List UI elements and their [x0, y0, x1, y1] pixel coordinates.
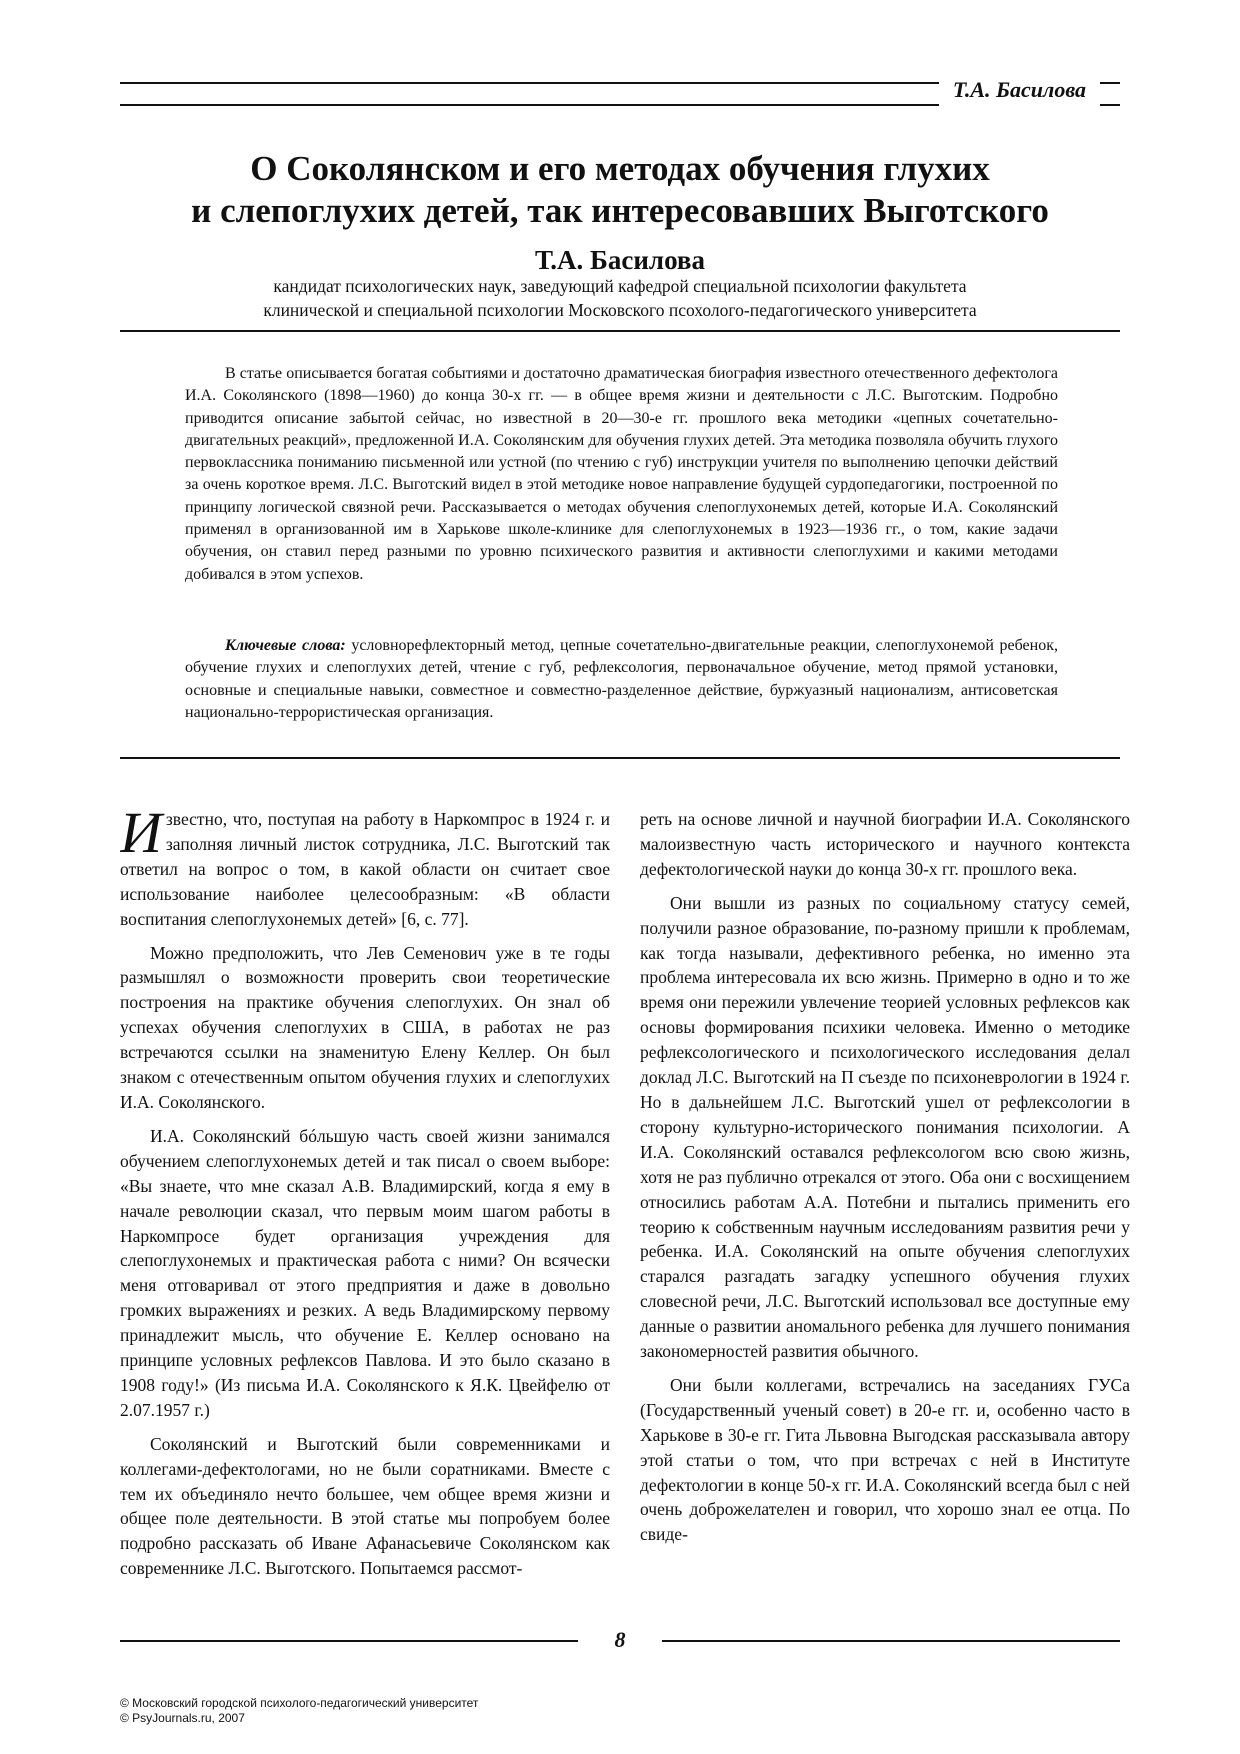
- header-divider: [120, 330, 1120, 332]
- footer-rule-right: [662, 1640, 1120, 1642]
- body-paragraph: Они вышли из разных по социальному статусу семей, получили разное образование, по-разному пришли к проблемам, как тогда называли, дефективного ребенка, но именно эта проблема интересовала их всю жизнь. Примерно в одно и то же время они пережили увлечение теорией условных рефлексов как основы формирования психики человека. Именно о методике рефлексологического и психологического исследования делал доклад Л.С. Выготский на П съезде по психоневрологии в 1924 г. Но в дальнейшем Л.С. Выготский ушел от рефлексологии в сторону культурно-исторического понимания психологии. А И.А. Соколянский оставался рефлексологом всю свою жизнь, хотя не раз публично отрекался от этого. Оба они с восхищением относились работам А.А. Потебни и пытались применить его теорию к собственным научным исследованиям развития речи у ребенка. И.А. Соколянский на опыте обучения слепоглухих старался разгадать загадку успешного обучения глухих словесной речи, Л.С. Выготский использовал все доступные ему данные о развитии аномального ребенка для лучшего понимания закономерностей развития обычного.: [640, 892, 1130, 1362]
- body-paragraph: Они были коллегами, встречались на заседаниях ГУСа (Государственный ученый совет) в 20-е гг. и, особенно часто в Харькове в 30-е гг. Гита Львовна Выгодская рассказывала автору этой статьи о том, что при встречах с ней в Институте дефектологии в конце 50-х гг. И.А. Соколянский всегда был с ней очень доброжелателен и говорил, что хорошо знал ее отца. По свиде-: [640, 1374, 1130, 1545]
- body-paragraph: Можно предположить, что Лев Семенович уже в те годы размышлял о возможности проверить свои теоретические построения на практике обучения слепоглухих. Он знал об успехах обучения слепоглухих в США, в работах не раз встречаются ссылки на знаменитую Елену Келлер. Он был знаком с отечественным опытом обучения глухих и слепоглухих И.А. Соколянского.: [120, 942, 610, 1112]
- article-title-text: О Соколянском и его методах обучения глухих и слепоглухих детей, так интересовавших Выготского: [191, 149, 1049, 230]
- copyright-notice: [120, 1696, 920, 1726]
- body-paragraph: реть на основе личной и научной биографии И.А. Соколянского малоизвестную часть исторического и научного контекста дефектологической науки до конца 30-х гг. прошлого века.: [640, 809, 1130, 879]
- copyright-line: © PsyJournals.ru, 2007: [120, 1711, 245, 1725]
- running-head: [120, 72, 1120, 108]
- body-paragraph: И.А. Соколянский бóльшую часть своей жизни занимался обучением слепоглухонемых детей и так писал о своем выборе: «Вы знаете, что мне сказал А.В. Владимирский, когда я ему в начале революции сказал, что первым моим шагом работы в Наркомпросе будет организация учреждения для слепоглухонемых и практическая работа с ними? Он всячески меня отговаривал от этого предприятия и даже в довольно громких выражениях и резких. А ведь Владимирскому первому принадлежит мысль, что обучение Е. Келлер основано на принципе условных рефлексов Павлова. И это было сказано в 1908 году!» (Из письма И.А. Соколянского к Я.К. Цвейфелю от 2.07.1957 г.): [120, 1125, 610, 1420]
- author-affiliation: кандидат психологических наук, заведующий кафедрой специальной психологии факультета клинической и специальной психологии Московского псохолого-педагогического университета: [263, 276, 977, 320]
- body-column-right: [640, 807, 1130, 1625]
- keywords-text: условнорефлекторный метод, цепные сочетательно-двигательные реакции, слепоглухонемой ребенок, обучение глухих и слепоглухих детей, чтение с губ, рефлексология, первоначальное обучение, метод прямой установки, основные и специальные навыки, совместное и совместно-разделенное действие, буржуазный национализм, антисоветская национально-террористическая организация.: [185, 637, 1058, 721]
- body-paragraph: Соколянский и Выготский были современниками и коллегами-дефектологами, но не были соратниками. Вместе с тем их объединяло нечто большее, чем общее время жизни и общее поле деятельности. В этой статье мы попробуем более подробно рассказать об Иване Афанасьевиче Соколянском как современнике Л.С. Выготского. Попытаемся рассмот-: [120, 1433, 610, 1579]
- page-number: 8: [614, 1627, 626, 1652]
- article-title: [110, 148, 1130, 232]
- body-paragraph-text: звестно, что, поступая на работу в Наркомпрос в 1924 г. и заполняя личный листок сотрудника, Л.С. Выготский так ответил на вопрос о том, в какой области он считает свое использование наиболее целесообразным: «В области воспитания слепоглухонемых детей» [6, с. 77].: [120, 809, 610, 929]
- body-column-left: [120, 807, 610, 1625]
- keywords: [185, 635, 1058, 724]
- author-name: Т.А. Басилова: [534, 245, 705, 275]
- body-paragraph: [120, 807, 610, 932]
- abstract-divider: [120, 757, 1120, 759]
- footer-rule-left: [120, 1640, 578, 1642]
- running-head-author: Т.А. Басилова: [939, 72, 1100, 108]
- drop-cap: И: [120, 807, 162, 865]
- abstract: В статье описывается богатая событиями и достаточно драматическая биография известного отечественного дефектолога И.А. Соколянского (1898—1960) до конца 30-х гг. — в общее время жизни и деятельности с Л.С. Выготским. Подробно приводится описание забытой сейчас, но известной в 20—30-е гг. прошлого века методики «цепных сочетательно-двигательных реакций», предложенной И.А. Соколянским для обучения глухих детей. Эта методика позволяла обучить глухого первоклассника пониманию письменной или устной (по чтению с губ) инструкции учителя по выполнению цепочки действий за очень короткое время. Л.С. Выготский видел в этой методике новое направление будущей сурдопедагогики, построенной по принципу логической связной речи. Рассказывается о методах обучения слепоглухонемых детей, которые И.А. Соколянский применял в организованной им в Харькове школе-клинике для слепоглухонемых в 1923—1936 гг., о том, какие задачи обучения, он ставил перед разными по уровню психического развития и активности слепоглухими и какими методами добивался в этом успехов.: [185, 365, 1058, 583]
- keywords-label: Ключевые слова:: [225, 637, 346, 654]
- copyright-line: © Московский городской психолого-педагогический университет: [120, 1696, 479, 1710]
